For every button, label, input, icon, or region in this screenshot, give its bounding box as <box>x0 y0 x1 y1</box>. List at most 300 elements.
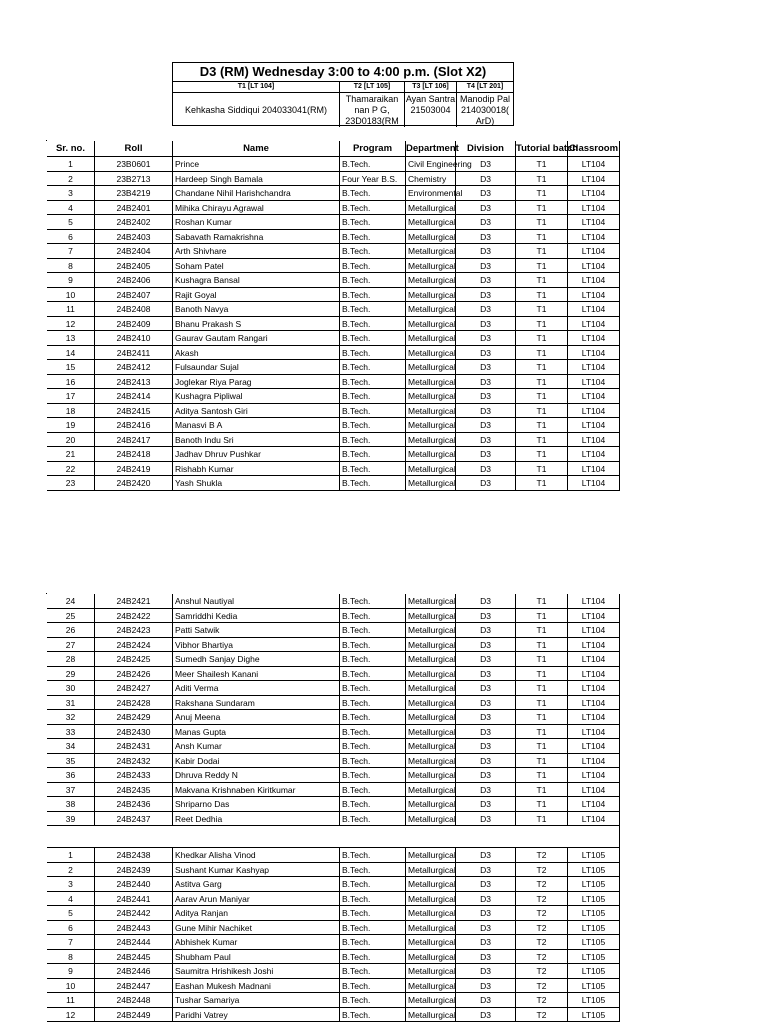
classroom-cell: LT104 <box>568 201 620 216</box>
classroom-cell: LT104 <box>568 346 620 361</box>
sr-no-cell: 12 <box>47 1008 95 1023</box>
roll-cell: 24B2420 <box>95 476 173 491</box>
program-cell: B.Tech. <box>340 418 406 433</box>
classroom-cell: LT104 <box>568 244 620 259</box>
tutorial-batch-cell: T1 <box>516 433 568 448</box>
department-cell: Metallurgical <box>406 215 456 230</box>
table-row <box>47 1008 620 1023</box>
tutorial-label-t4: T4 [LT 201] <box>457 81 513 93</box>
roll-cell: 24B2414 <box>95 389 173 404</box>
division-cell: D3 <box>456 172 516 187</box>
sr-no-cell: 23 <box>47 476 95 491</box>
sr-no-cell: 3 <box>47 186 95 201</box>
sr-no-cell: 10 <box>47 979 95 994</box>
division-cell: D3 <box>456 906 516 921</box>
tutorial-batch-cell: T1 <box>516 812 568 827</box>
classroom-cell: LT105 <box>568 964 620 979</box>
sr-no-cell: 6 <box>47 921 95 936</box>
program-cell: B.Tech. <box>340 317 406 332</box>
division-cell: D3 <box>456 273 516 288</box>
division-cell: D3 <box>456 681 516 696</box>
tutorial-batch-cell: T1 <box>516 157 568 172</box>
classroom-cell: LT104 <box>568 230 620 245</box>
roll-cell: 24B2446 <box>95 964 173 979</box>
tutorial-batch-cell: T1 <box>516 797 568 812</box>
sr-no-cell: 14 <box>47 346 95 361</box>
division-cell: D3 <box>456 476 516 491</box>
roll-cell: 24B2444 <box>95 935 173 950</box>
column-header: Program <box>340 141 406 157</box>
roll-cell: 24B2401 <box>95 201 173 216</box>
division-cell: D3 <box>456 157 516 172</box>
division-cell: D3 <box>456 288 516 303</box>
department-cell: Metallurgical <box>406 594 456 609</box>
table-row <box>47 609 620 624</box>
sr-no-cell: 2 <box>47 172 95 187</box>
sr-no-cell: 16 <box>47 375 95 390</box>
program-cell: B.Tech. <box>340 710 406 725</box>
division-cell: D3 <box>456 848 516 863</box>
table-row <box>47 993 620 1008</box>
sr-no-cell: 13 <box>47 331 95 346</box>
division-cell: D3 <box>456 652 516 667</box>
program-cell: B.Tech. <box>340 906 406 921</box>
classroom-cell: LT105 <box>568 848 620 863</box>
tutorial-batch-cell: T1 <box>516 172 568 187</box>
program-cell: B.Tech. <box>340 921 406 936</box>
program-cell: B.Tech. <box>340 230 406 245</box>
classroom-cell: LT105 <box>568 863 620 878</box>
program-cell: B.Tech. <box>340 609 406 624</box>
name-cell: Astitva Garg <box>173 877 340 892</box>
table-row <box>47 696 620 711</box>
sr-no-cell: 39 <box>47 812 95 827</box>
tutorial-instructors-row <box>173 93 513 127</box>
name-cell: Mihika Chirayu Agrawal <box>173 201 340 216</box>
sr-no-cell: 1 <box>47 157 95 172</box>
program-cell: B.Tech. <box>340 681 406 696</box>
table-row <box>47 768 620 783</box>
table-row <box>47 302 620 317</box>
roll-cell: 24B2439 <box>95 863 173 878</box>
department-cell: Metallurgical <box>406 302 456 317</box>
name-cell: Gune Mihir Nachiket <box>173 921 340 936</box>
name-cell: Kabir Dodai <box>173 754 340 769</box>
department-cell: Environmental <box>406 186 456 201</box>
classroom-cell: LT105 <box>568 921 620 936</box>
program-cell: B.Tech. <box>340 331 406 346</box>
name-cell: Fulsaundar Sujal <box>173 360 340 375</box>
sr-no-cell: 9 <box>47 273 95 288</box>
name-cell: Sabavath Ramakrishna <box>173 230 340 245</box>
table-row <box>47 360 620 375</box>
program-cell: B.Tech. <box>340 638 406 653</box>
slot-header <box>172 62 514 126</box>
division-cell: D3 <box>456 375 516 390</box>
name-cell: Aditya Ranjan <box>173 906 340 921</box>
division-cell: D3 <box>456 331 516 346</box>
table-row <box>47 288 620 303</box>
sr-no-cell: 4 <box>47 201 95 216</box>
tutorial-batch-cell: T1 <box>516 389 568 404</box>
division-cell: D3 <box>456 1008 516 1023</box>
roll-cell: 24B2415 <box>95 404 173 419</box>
tutorial-batch-cell: T1 <box>516 609 568 624</box>
division-cell: D3 <box>456 638 516 653</box>
program-cell: B.Tech. <box>340 783 406 798</box>
sr-no-cell: 20 <box>47 433 95 448</box>
program-cell: B.Tech. <box>340 157 406 172</box>
classroom-cell: LT104 <box>568 609 620 624</box>
tutorial-batch-cell: T2 <box>516 892 568 907</box>
tutorial-batch-cell: T1 <box>516 288 568 303</box>
table-row <box>47 667 620 682</box>
department-cell: Metallurgical <box>406 331 456 346</box>
tutorial-batch-cell: T1 <box>516 594 568 609</box>
division-cell: D3 <box>456 389 516 404</box>
division-cell: D3 <box>456 783 516 798</box>
department-cell: Metallurgical <box>406 259 456 274</box>
roll-cell: 24B2426 <box>95 667 173 682</box>
program-cell: B.Tech. <box>340 375 406 390</box>
tutorial-batch-cell: T1 <box>516 230 568 245</box>
roll-cell: 24B2438 <box>95 848 173 863</box>
tutorial-batch-cell: T1 <box>516 186 568 201</box>
department-cell: Metallurgical <box>406 418 456 433</box>
table-row <box>47 259 620 274</box>
classroom-cell: LT104 <box>568 768 620 783</box>
sr-no-cell: 11 <box>47 993 95 1008</box>
table-row <box>47 797 620 812</box>
classroom-cell: LT104 <box>568 389 620 404</box>
classroom-cell: LT104 <box>568 797 620 812</box>
name-cell: Prince <box>173 157 340 172</box>
name-cell: Rakshana Sundaram <box>173 696 340 711</box>
table-row <box>47 375 620 390</box>
tutorial-batch-cell: T1 <box>516 652 568 667</box>
name-cell: Anuj Meena <box>173 710 340 725</box>
roll-cell: 24B2435 <box>95 783 173 798</box>
classroom-cell: LT104 <box>568 433 620 448</box>
roll-cell: 24B2411 <box>95 346 173 361</box>
blank-separator-row <box>47 826 620 848</box>
tutorial-batch-cell: T1 <box>516 317 568 332</box>
table-row <box>47 877 620 892</box>
division-cell: D3 <box>456 892 516 907</box>
department-cell: Metallurgical <box>406 892 456 907</box>
division-cell: D3 <box>456 993 516 1008</box>
department-cell: Metallurgical <box>406 848 456 863</box>
name-cell: Sushant Kumar Kashyap <box>173 863 340 878</box>
program-cell: Four Year B.S. <box>340 172 406 187</box>
division-cell: D3 <box>456 418 516 433</box>
roll-cell: 23B0601 <box>95 157 173 172</box>
table-row <box>47 331 620 346</box>
table-row <box>47 273 620 288</box>
program-cell: B.Tech. <box>340 1008 406 1023</box>
table-row <box>47 462 620 477</box>
department-cell: Metallurgical <box>406 317 456 332</box>
table-row <box>47 906 620 921</box>
department-cell: Metallurgical <box>406 230 456 245</box>
division-cell: D3 <box>456 979 516 994</box>
tutorial-batch-cell: T1 <box>516 273 568 288</box>
division-cell: D3 <box>456 594 516 609</box>
table-row <box>47 172 620 187</box>
sr-no-cell: 8 <box>47 950 95 965</box>
program-cell: B.Tech. <box>340 201 406 216</box>
instructor-t3: Ayan Santra 21503004 <box>405 93 457 127</box>
column-header: Division <box>456 141 516 157</box>
classroom-cell: LT104 <box>568 652 620 667</box>
tutorial-batch-cell: T2 <box>516 921 568 936</box>
name-cell: Aarav Arun Maniyar <box>173 892 340 907</box>
division-cell: D3 <box>456 921 516 936</box>
classroom-cell: LT104 <box>568 360 620 375</box>
division-cell: D3 <box>456 623 516 638</box>
roll-cell: 24B2421 <box>95 594 173 609</box>
program-cell: B.Tech. <box>340 288 406 303</box>
tutorial-batch-cell: T2 <box>516 906 568 921</box>
classroom-cell: LT104 <box>568 638 620 653</box>
department-cell: Metallurgical <box>406 877 456 892</box>
program-cell: B.Tech. <box>340 892 406 907</box>
classroom-cell: LT104 <box>568 681 620 696</box>
roll-cell: 24B2422 <box>95 609 173 624</box>
sr-no-cell: 35 <box>47 754 95 769</box>
sr-no-cell: 34 <box>47 739 95 754</box>
name-cell: Saumitra Hrishikesh Joshi <box>173 964 340 979</box>
tutorial-batch-cell: T1 <box>516 725 568 740</box>
instructor-t1: Kehkasha Siddiqui 204033041(RM) <box>173 93 340 127</box>
division-cell: D3 <box>456 725 516 740</box>
division-cell: D3 <box>456 877 516 892</box>
table-row <box>47 317 620 332</box>
tutorial-batch-cell: T1 <box>516 244 568 259</box>
classroom-cell: LT105 <box>568 979 620 994</box>
department-cell: Metallurgical <box>406 935 456 950</box>
sr-no-cell: 6 <box>47 230 95 245</box>
sr-no-cell: 24 <box>47 594 95 609</box>
division-cell: D3 <box>456 950 516 965</box>
name-cell: Dhruva Reddy N <box>173 768 340 783</box>
name-cell: Jadhav Dhruv Pushkar <box>173 447 340 462</box>
tutorial-label-t1: T1 [LT 104] <box>173 81 340 93</box>
name-cell: Banoth Indu Sri <box>173 433 340 448</box>
roll-cell: 24B2447 <box>95 979 173 994</box>
classroom-cell: LT104 <box>568 404 620 419</box>
name-cell: Manas Gupta <box>173 725 340 740</box>
sr-no-cell: 38 <box>47 797 95 812</box>
table-row <box>47 935 620 950</box>
tutorial-labels-row <box>173 81 513 93</box>
division-cell: D3 <box>456 667 516 682</box>
program-cell: B.Tech. <box>340 979 406 994</box>
roll-cell: 23B2713 <box>95 172 173 187</box>
tutorial-batch-cell: T1 <box>516 476 568 491</box>
instructor-t2: Thamaraikan nan P G, 23D0183(RM <box>340 93 405 127</box>
sr-no-cell: 26 <box>47 623 95 638</box>
classroom-cell: LT104 <box>568 739 620 754</box>
division-cell: D3 <box>456 812 516 827</box>
division-cell: D3 <box>456 964 516 979</box>
department-cell: Metallurgical <box>406 993 456 1008</box>
division-cell: D3 <box>456 609 516 624</box>
roll-cell: 24B2402 <box>95 215 173 230</box>
tutorial-label-t2: T2 [LT 105] <box>340 81 405 93</box>
classroom-cell: LT104 <box>568 812 620 827</box>
roll-cell: 24B2429 <box>95 710 173 725</box>
program-cell: B.Tech. <box>340 964 406 979</box>
tutorial-batch-cell: T1 <box>516 681 568 696</box>
sr-no-cell: 12 <box>47 317 95 332</box>
tutorial-label-t3: T3 [LT 106] <box>405 81 457 93</box>
tutorial-batch-cell: T1 <box>516 201 568 216</box>
department-cell: Metallurgical <box>406 979 456 994</box>
tutorial-batch-cell: T1 <box>516 623 568 638</box>
classroom-cell: LT104 <box>568 447 620 462</box>
sr-no-cell: 30 <box>47 681 95 696</box>
name-cell: Meer Shailesh Kanani <box>173 667 340 682</box>
tutorial-batch-cell: T1 <box>516 302 568 317</box>
department-cell: Metallurgical <box>406 476 456 491</box>
roll-cell: 24B2417 <box>95 433 173 448</box>
sr-no-cell: 10 <box>47 288 95 303</box>
roll-cell: 24B2425 <box>95 652 173 667</box>
table-row <box>47 389 620 404</box>
roll-cell: 24B2427 <box>95 681 173 696</box>
tutorial-batch-cell: T1 <box>516 331 568 346</box>
roll-cell: 24B2409 <box>95 317 173 332</box>
program-cell: B.Tech. <box>340 215 406 230</box>
table-row <box>47 201 620 216</box>
classroom-cell: LT105 <box>568 906 620 921</box>
name-cell: Aditi Verma <box>173 681 340 696</box>
name-cell: Samriddhi Kedia <box>173 609 340 624</box>
department-cell: Metallurgical <box>406 950 456 965</box>
department-cell: Metallurgical <box>406 389 456 404</box>
table-row <box>47 476 620 491</box>
tutorial-batch-cell: T1 <box>516 215 568 230</box>
classroom-cell: LT104 <box>568 754 620 769</box>
tutorial-batch-cell: T1 <box>516 404 568 419</box>
name-cell: Abhishek Kumar <box>173 935 340 950</box>
classroom-cell: LT104 <box>568 418 620 433</box>
classroom-cell: LT104 <box>568 710 620 725</box>
program-cell: B.Tech. <box>340 273 406 288</box>
department-cell: Metallurgical <box>406 638 456 653</box>
sr-no-cell: 28 <box>47 652 95 667</box>
roll-cell: 24B2445 <box>95 950 173 965</box>
tutorial-batch-cell: T2 <box>516 848 568 863</box>
division-cell: D3 <box>456 259 516 274</box>
department-cell: Metallurgical <box>406 768 456 783</box>
program-cell: B.Tech. <box>340 346 406 361</box>
roll-cell: 24B2448 <box>95 993 173 1008</box>
tutorial-batch-cell: T1 <box>516 360 568 375</box>
table-row <box>47 447 620 462</box>
program-cell: B.Tech. <box>340 863 406 878</box>
table-row <box>47 848 620 863</box>
department-cell: Civil Engineering <box>406 157 456 172</box>
name-cell: Paridhi Vatrey <box>173 1008 340 1023</box>
name-cell: Anshul Nautiyal <box>173 594 340 609</box>
name-cell: Chandane Nihil Harishchandra <box>173 186 340 201</box>
department-cell: Metallurgical <box>406 725 456 740</box>
table-row <box>47 215 620 230</box>
name-cell: Patti Satwik <box>173 623 340 638</box>
table-row <box>47 623 620 638</box>
division-cell: D3 <box>456 935 516 950</box>
classroom-cell: LT104 <box>568 783 620 798</box>
sr-no-cell: 31 <box>47 696 95 711</box>
division-cell: D3 <box>456 863 516 878</box>
sr-no-cell: 11 <box>47 302 95 317</box>
table-row <box>47 921 620 936</box>
name-cell: Tushar Samariya <box>173 993 340 1008</box>
sr-no-cell: 5 <box>47 906 95 921</box>
table-row <box>47 594 620 609</box>
classroom-cell: LT104 <box>568 594 620 609</box>
name-cell: Akash <box>173 346 340 361</box>
program-cell: B.Tech. <box>340 652 406 667</box>
column-header: Classroom <box>568 141 620 157</box>
classroom-cell: LT105 <box>568 892 620 907</box>
program-cell: B.Tech. <box>340 725 406 740</box>
sr-no-cell: 15 <box>47 360 95 375</box>
name-cell: Vibhor Bhartiya <box>173 638 340 653</box>
classroom-cell: LT104 <box>568 317 620 332</box>
sr-no-cell: 29 <box>47 667 95 682</box>
sr-no-cell: 9 <box>47 964 95 979</box>
program-cell: B.Tech. <box>340 476 406 491</box>
division-cell: D3 <box>456 302 516 317</box>
division-cell: D3 <box>456 768 516 783</box>
roll-cell: 24B2428 <box>95 696 173 711</box>
program-cell: B.Tech. <box>340 389 406 404</box>
classroom-cell: LT105 <box>568 950 620 965</box>
roll-cell: 24B2412 <box>95 360 173 375</box>
name-cell: Manasvi B A <box>173 418 340 433</box>
program-cell: B.Tech. <box>340 768 406 783</box>
sr-no-cell: 2 <box>47 863 95 878</box>
department-cell: Metallurgical <box>406 696 456 711</box>
program-cell: B.Tech. <box>340 848 406 863</box>
table-row <box>47 892 620 907</box>
department-cell: Metallurgical <box>406 710 456 725</box>
department-cell: Metallurgical <box>406 346 456 361</box>
department-cell: Metallurgical <box>406 201 456 216</box>
sr-no-cell: 37 <box>47 783 95 798</box>
division-cell: D3 <box>456 754 516 769</box>
column-header: Sr. no. <box>47 141 95 157</box>
roll-cell: 24B2430 <box>95 725 173 740</box>
table-row <box>47 346 620 361</box>
name-cell: Eashan Mukesh Madnani <box>173 979 340 994</box>
roll-cell: 24B2404 <box>95 244 173 259</box>
name-cell: Khedkar Alisha Vinod <box>173 848 340 863</box>
program-cell: B.Tech. <box>340 447 406 462</box>
name-cell: Bhanu Prakash S <box>173 317 340 332</box>
table-row <box>47 418 620 433</box>
classroom-cell: LT105 <box>568 877 620 892</box>
tutorial-batch-cell: T1 <box>516 696 568 711</box>
sr-no-cell: 19 <box>47 418 95 433</box>
department-cell: Metallurgical <box>406 273 456 288</box>
roll-cell: 23B4219 <box>95 186 173 201</box>
roll-cell: 24B2413 <box>95 375 173 390</box>
classroom-cell: LT104 <box>568 172 620 187</box>
